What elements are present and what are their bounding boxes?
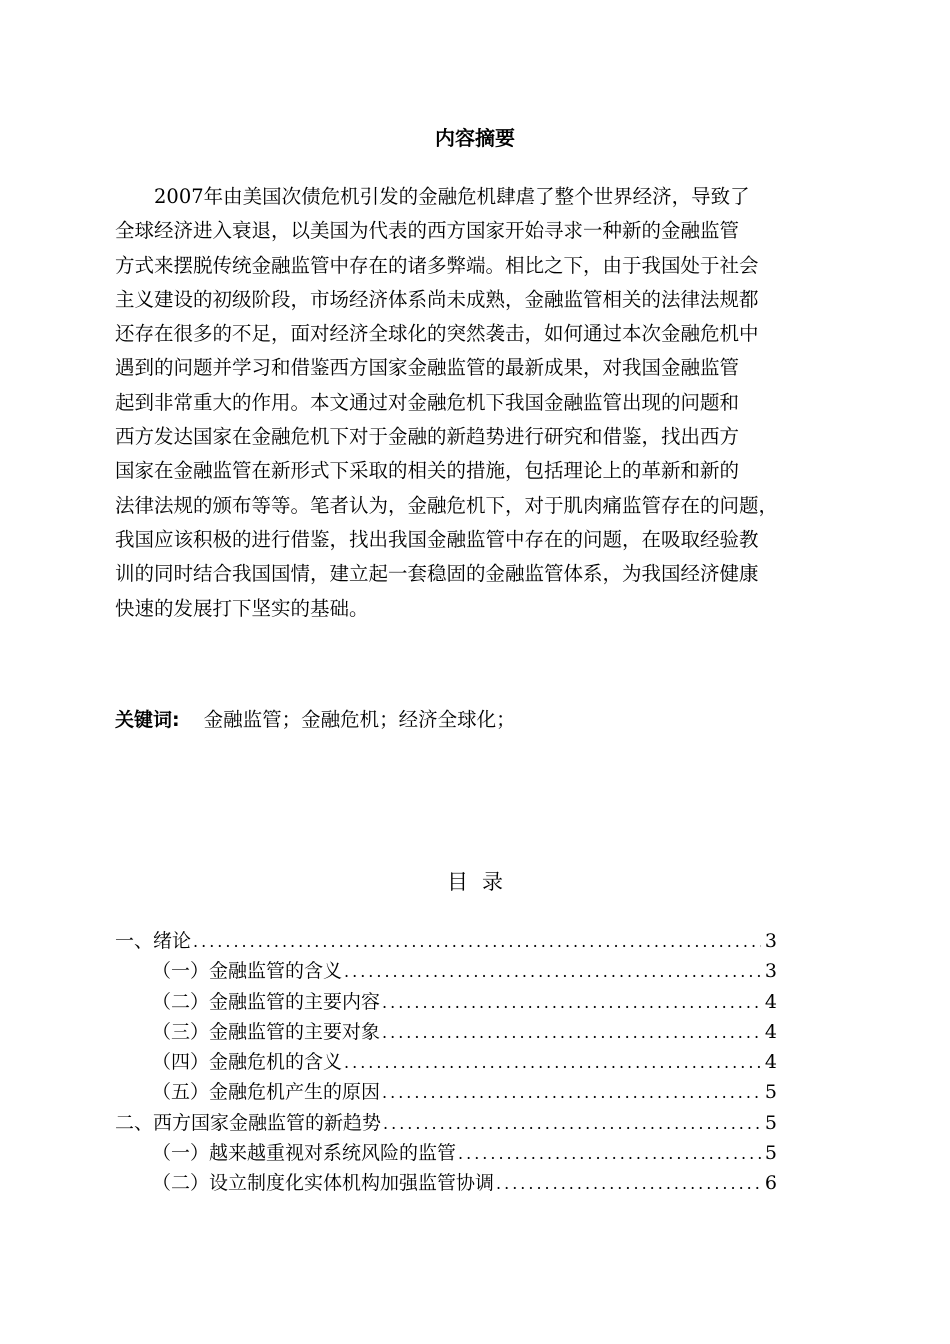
toc-dot-leader xyxy=(382,993,761,1012)
toc-entry[interactable] xyxy=(115,956,777,986)
toc-page-number: 3 xyxy=(764,960,777,983)
toc-entry[interactable] xyxy=(115,1047,777,1077)
toc-entry-text: （三）金融监管的主要对象 xyxy=(152,1020,381,1043)
toc-page-number: 4 xyxy=(764,990,777,1013)
toc-page-number: 3 xyxy=(764,930,777,952)
toc-dot-leader xyxy=(344,962,761,981)
toc-entry[interactable] xyxy=(115,1138,777,1168)
abstract-line: 法律法规的颁布等等。笔者认为，金融危机下，对于肌肉痛监管存在的问题， xyxy=(115,493,779,517)
toc-entry-text: （五）金融危机产生的原因 xyxy=(152,1081,381,1104)
toc-entry[interactable] xyxy=(115,1017,777,1047)
toc-page-number: 6 xyxy=(764,1172,777,1195)
abstract-line: 遇到的问题并学习和借鉴西方国家金融监管的最新成果，对我国金融监管 xyxy=(115,356,740,380)
abstract-line: 训的同时结合我国国情，建立起一套稳固的金融监管体系，为我国经济健康 xyxy=(115,562,759,586)
abstract-title: 内容摘要 xyxy=(435,126,515,150)
toc-dot-leader xyxy=(383,1114,761,1133)
table-of-contents xyxy=(115,926,777,1199)
toc-title: 目录 xyxy=(447,870,517,894)
toc-entry-text: （二）金融监管的主要内容 xyxy=(152,990,381,1013)
abstract-line: 方式来摆脱传统金融监管中存在的诸多弊端。相比之下，由于我国处于社会 xyxy=(115,253,759,277)
toc-dot-leader xyxy=(458,1144,761,1163)
abstract-line: 西方发达国家在金融危机下对于金融的新趋势进行研究和借鉴，找出西方 xyxy=(115,425,740,449)
abstract-line: 起到非常重大的作用。本文通过对金融危机下我国金融监管出现的问题和 xyxy=(115,390,740,414)
toc-entry[interactable] xyxy=(115,926,777,956)
toc-entry-text: （一）越来越重视对系统风险的监管 xyxy=(152,1142,457,1165)
abstract-line: 国家在金融监管在新形式下采取的相关的措施，包括理论上的革新和新的 xyxy=(115,459,740,483)
toc-entry-text: 一、绪论 xyxy=(115,930,192,952)
abstract-body xyxy=(115,180,837,626)
abstract-line: 还存在很多的不足，面对经济全球化的突然袭击，如何通过本次金融危机中 xyxy=(115,322,759,346)
toc-page-number: 5 xyxy=(764,1081,777,1104)
toc-page-number: 5 xyxy=(764,1142,777,1165)
toc-dot-leader xyxy=(193,932,761,951)
toc-page-number: 5 xyxy=(764,1111,777,1134)
toc-entry-text: （一）金融监管的含义 xyxy=(152,960,343,983)
keywords-values: 金融监管；金融危机；经济全球化； xyxy=(203,708,516,731)
toc-entry[interactable] xyxy=(115,987,777,1017)
toc-dot-leader xyxy=(382,1083,761,1102)
toc-dot-leader xyxy=(382,1023,761,1042)
abstract-line: 快速的发展打下坚实的基础。 xyxy=(115,596,369,620)
toc-entry[interactable] xyxy=(115,1077,777,1107)
keywords-label: 关键词: xyxy=(115,709,180,731)
abstract-line: 2007年由美国次债危机引发的金融危机肆虐了整个世界经济，导致了 xyxy=(154,185,750,208)
toc-entry-text: 二、西方国家金融监管的新趋势 xyxy=(115,1111,382,1134)
toc-entry[interactable] xyxy=(115,1168,777,1198)
abstract-line: 主义建设的初级阶段，市场经济体系尚未成熟，金融监管相关的法律法规都 xyxy=(115,287,759,311)
toc-page-number: 4 xyxy=(764,1051,777,1074)
toc-entry-text: （二）设立制度化实体机构加强监管协调 xyxy=(152,1172,495,1195)
abstract-line: 全球经济进入衰退，以美国为代表的西方国家开始寻求一种新的金融监管 xyxy=(115,219,740,243)
toc-entry-text: （四）金融危机的含义 xyxy=(152,1051,343,1074)
toc-page-number: 4 xyxy=(764,1020,777,1043)
keywords xyxy=(115,704,516,732)
toc-entry[interactable] xyxy=(115,1108,777,1138)
toc-dot-leader xyxy=(496,1174,761,1193)
toc-dot-leader xyxy=(344,1053,761,1072)
abstract-line: 我国应该积极的进行借鉴，找出我国金融监管中存在的问题，在吸取经验教 xyxy=(115,527,759,551)
